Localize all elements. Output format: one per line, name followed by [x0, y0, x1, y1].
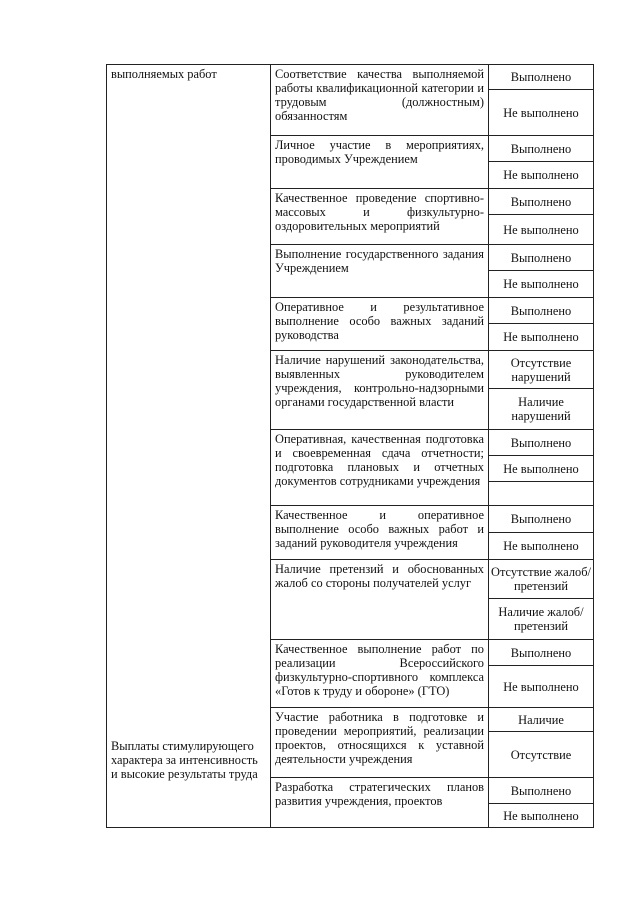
- result-value: Не выполнено: [489, 456, 594, 482]
- category-cell: [107, 65, 271, 828]
- result-value: Не выполнено: [489, 271, 594, 298]
- category-top-label: выполняемых работ: [111, 67, 217, 81]
- result-value: Не выполнено: [489, 215, 594, 245]
- criterion-text: Личное участие в мероприятиях, проводимых Учреждением: [271, 136, 489, 189]
- result-value: Выполнено: [489, 245, 594, 271]
- result-value: Выполнено: [489, 778, 594, 804]
- result-value: Не выполнено: [489, 533, 594, 560]
- criterion-text: Оперативная, качественная подготовка и своевременная сдача отчетности; подготовка плановых и отчетных документов сотрудниками учреждения: [271, 430, 489, 506]
- criterion-text: Разработка стратегических планов развития учреждения, проектов: [271, 778, 489, 828]
- result-value: Выполнено: [489, 298, 594, 324]
- criterion-text: Выполнение государственного задания Учреждением: [271, 245, 489, 298]
- result-value: Наличие нарушений: [489, 389, 594, 430]
- result-value: Выполнено: [489, 430, 594, 456]
- criterion-text: Оперативное и результативное выполнение особо важных заданий руководства: [271, 298, 489, 351]
- criteria-table: [106, 64, 594, 828]
- result-value: Отсутствие: [489, 732, 594, 778]
- result-value: Отсутствие нарушений: [489, 351, 594, 389]
- criterion-text: Качественное и оперативное выполнение особо важных работ и заданий руководителя учреждения: [271, 506, 489, 560]
- result-empty-cell: [489, 482, 594, 506]
- result-value: Не выполнено: [489, 162, 594, 189]
- criterion-text: Участие работника в подготовке и проведении мероприятий, реализации проектов, относящихся к уставной деятельности учреждения: [271, 708, 489, 778]
- result-value: Не выполнено: [489, 804, 594, 828]
- criterion-text: Соответствие качества выполняемой работы квалификационной категории и трудовым (должностным) обязанностям: [271, 65, 489, 136]
- result-value: Отсутствие жалоб/претензий: [489, 560, 594, 599]
- result-value: Наличие жалоб/претензий: [489, 599, 594, 640]
- result-value: Не выполнено: [489, 666, 594, 708]
- criterion-text: Качественное выполнение работ по реализации Всероссийского физкультурно-спортивного комплекса «Готов к труду и обороне» (ГТО): [271, 640, 489, 708]
- criterion-text: Качественное проведение спортивно-массовых и физкультурно-оздоровительных мероприятий: [271, 189, 489, 245]
- result-value: Выполнено: [489, 640, 594, 666]
- result-value: Наличие: [489, 708, 594, 732]
- criterion-text: Наличие нарушений законодательства, выявленных руководителем учреждения, контрольно-надзорными органами государственной власти: [271, 351, 489, 430]
- category-bottom-label: Выплаты стимулирующего характера за интенсивность и высокие результаты труда: [111, 739, 258, 781]
- result-value: Не выполнено: [489, 324, 594, 351]
- result-value: Выполнено: [489, 65, 594, 90]
- result-value: Выполнено: [489, 189, 594, 215]
- criterion-text: Наличие претензий и обоснованных жалоб со стороны получателей услуг: [271, 560, 489, 640]
- result-value: Выполнено: [489, 136, 594, 162]
- result-value: Выполнено: [489, 506, 594, 533]
- result-value: Не выполнено: [489, 90, 594, 136]
